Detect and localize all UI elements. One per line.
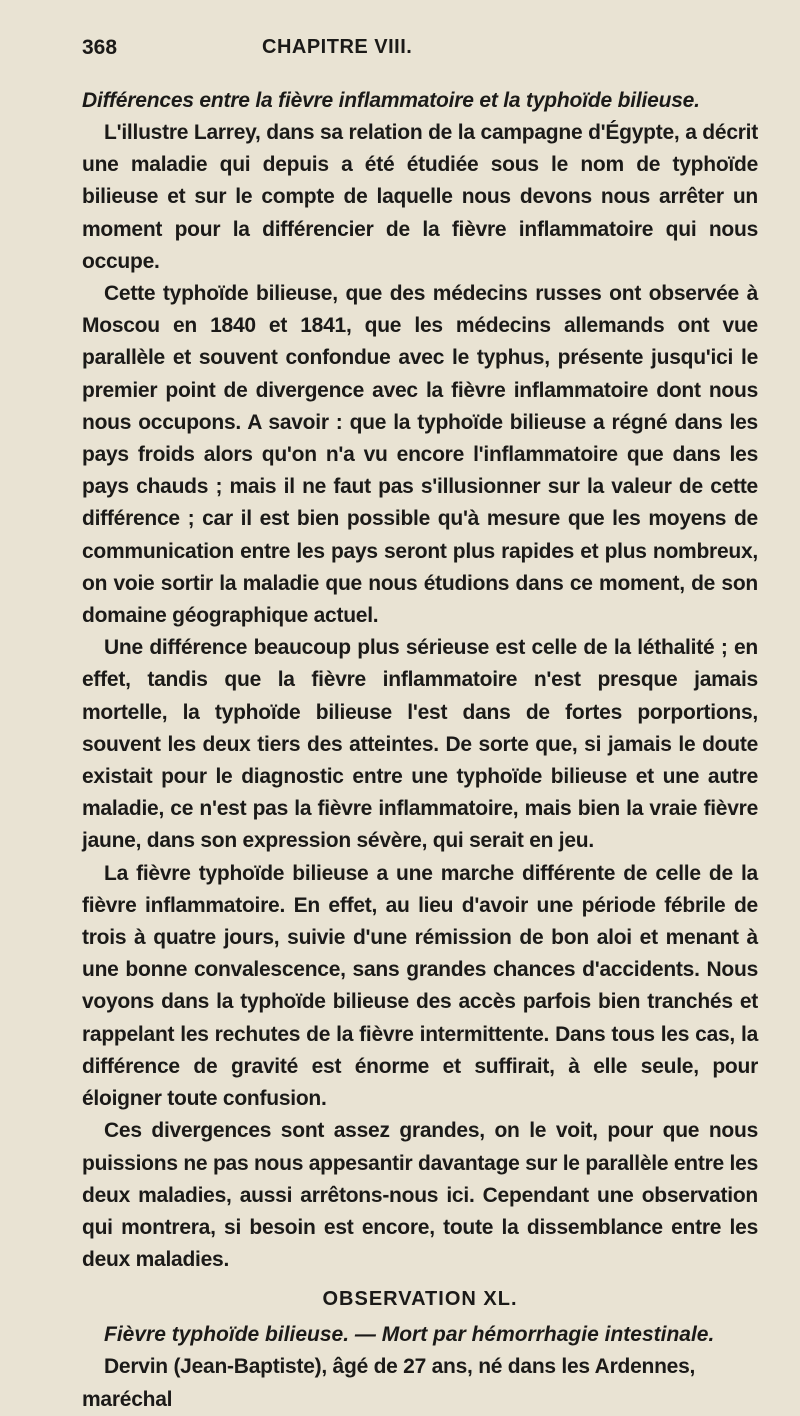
page-header bbox=[82, 36, 740, 66]
section-heading: Différences entre la fièvre inflammatoire et la typhoïde bilieuse. bbox=[82, 89, 700, 112]
paragraph-2: Cette typhoïde bilieuse, que des médecins russes ont observée à Moscou en 1840 et 1841, que les médecins allemands ont vue parallèle et souvent confondue avec le typhus, présente jusqu'ici le premier point de divergence avec la fièvre inflammatoire dont nous nous occupons. A savoir : que la typhoïde bilieuse a régné dans les pays froids alors qu'on n'a vu encore l'inflammatoire que dans les pays chauds ; mais il ne faut pas s'illusionner sur la valeur de cette différence ; car il est bien possible qu'à mesure que les moyens de communication entre les pays seront plus rapides et plus nombreux, on voie sortir la maladie que nous étudions dans ce moment, de son domaine géographique actuel. bbox=[82, 282, 758, 628]
paragraph-3: Une différence beaucoup plus sérieuse est celle de la léthalité ; en effet, tandis que la fièvre inflammatoire n'est presque jamais mortelle, la typhoïde bilieuse l'est dans de fortes porportions, souvent les deux tiers des atteintes. De sorte que, si jamais le doute existait pour le diagnostic entre une typhoïde bilieuse et une autre maladie, ce n'est pas la fièvre inflammatoire, mais bien la vraie fièvre jaune, dans son expression sévère, qui serait en jeu. bbox=[82, 636, 758, 853]
observation-first-line: Dervin (Jean-Baptiste), âgé de 27 ans, né dans les Ardennes, maréchal bbox=[82, 1355, 696, 1411]
running-head: CHAPITRE VIII. bbox=[262, 36, 413, 58]
paragraph-4: La fièvre typhoïde bilieuse a une marche différente de celle de la fièvre inflammatoire. En effet, au lieu d'avoir une période fébrile de trois à quatre jours, suivie d'une rémission de bon aloi et menant à une bonne convalescence, sans grandes chances d'accidents. Nous voyons dans la typhoïde bilieuse des accès parfois bien tranchés et rappelant les rechutes de la fièvre intermittente. Dans tous les cas, la différence de gravité est énorme et suffirait, à elle seule, pour éloigner toute confusion. bbox=[82, 861, 758, 1111]
paragraph-1: L'illustre Larrey, dans sa relation de la campagne d'Égypte, a décrit une maladie qui depuis a été étudiée sous le nom de typhoïde bilieuse et sur le compte de laquelle nous devons nous arrêter un moment pour la différencier de la fièvre inflammatoire qui nous occupe. bbox=[82, 121, 758, 273]
observation-subtitle: Fièvre typhoïde bilieuse. — Mort par hémorrhagie intestinale. bbox=[104, 1323, 715, 1347]
page-number: 368 bbox=[82, 36, 118, 59]
body-text bbox=[82, 84, 758, 1416]
paragraph-5: Ces divergences sont assez grandes, on le voit, pour que nous puissions ne pas nous appesantir davantage sur le parallèle entre les deux maladies, aussi arrêtons-nous ici. Cependant une observation qui montrera, si besoin est encore, toute la dissemblance entre les deux maladies. bbox=[82, 1119, 758, 1272]
observation-title: OBSERVATION XL. bbox=[322, 1288, 518, 1311]
